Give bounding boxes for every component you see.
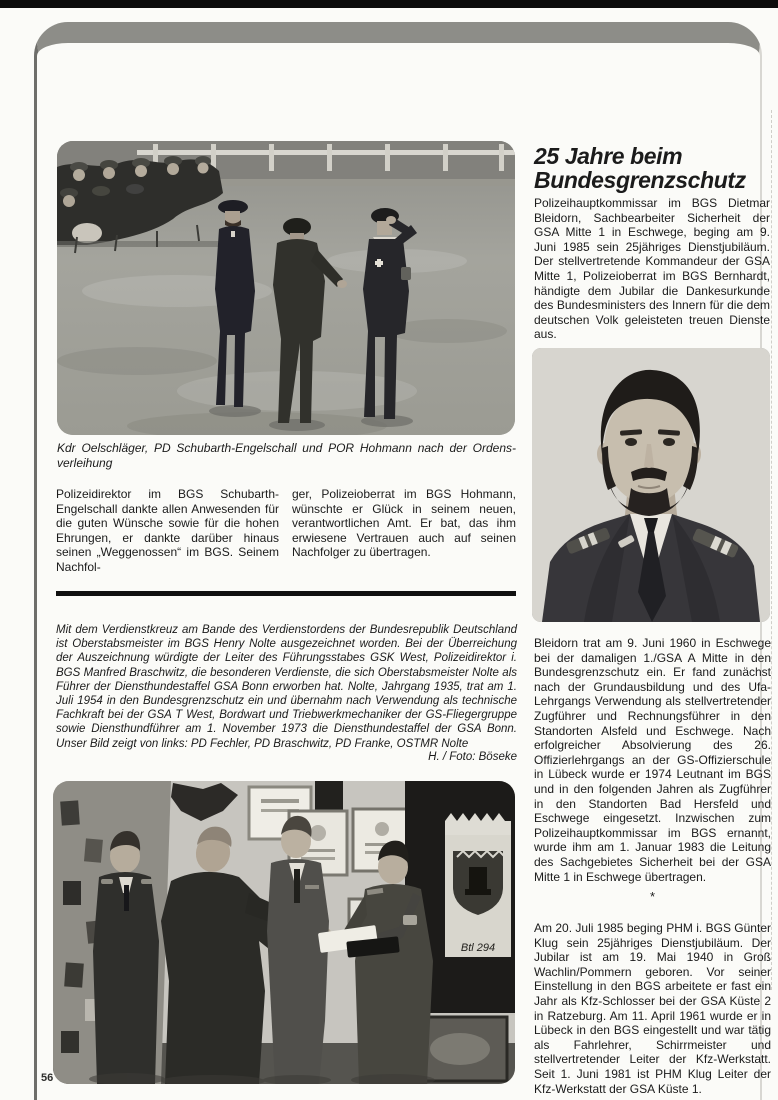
headline-line-2: Bundesgrenzschutz xyxy=(534,166,746,193)
asterisk-separator: * xyxy=(649,889,656,904)
portrait-illustration xyxy=(532,348,770,622)
bleidorn-paragraph-1: Polizeihauptkommissar im BGS Dietmar Bleidorn, Sachbearbeiter Sicherheit der GSA Mitte 1 in Eschwege, beging am 9. Juni 1985 sein 25jähriges Dienstjubiläum. Der stellvertretende Kommandeur der GSA Mitte 1, Polizeioberrat im BGS Bernhardt, händigte dem Jubilar die Dankesurkunde des Bundesministers des Innern für die dem deutschen Volk geleisteten treuen Dienste aus. xyxy=(534,196,770,342)
photo-credit: H. / Foto: Böseke xyxy=(428,750,517,763)
outdoor-ceremony-photo xyxy=(57,141,515,435)
article-column-right: ger, Polizeioberrat im BGS Hohmann, wünschte er Glück in seinem neuen, verantwortlichen Amt. Er bat, das ihm erwiesene Vertrauen auch auf seinen Nachfolger zu übertragen. xyxy=(292,487,516,560)
caption-line-1: Kdr Oelschläger, PD Schubarth-Engelschall und POR Hohmann nach der Ordens- xyxy=(57,441,516,455)
article-column-left: Polizeidirektor im BGS Schubarth-Engelschall dankte allen Anwesenden für die guten Wünsche sowie für die hohen Ehrungen, er dankte darüber hinaus seinen „Weggenossen“ im BGS. Seinem Nachfol- xyxy=(56,487,279,574)
bleidorn-portrait-photo xyxy=(532,348,770,622)
headline-line-1: 25 Jahre beim xyxy=(534,143,683,169)
scan-edge-bar xyxy=(0,0,778,8)
photo-caption xyxy=(57,441,516,471)
page-right-edge-line xyxy=(771,110,772,990)
nolte-award-article xyxy=(56,623,517,763)
banner-text: Btl 294 xyxy=(460,942,496,954)
caption-line-2: verleihung xyxy=(57,456,113,470)
nolte-article-text: Mit dem Verdienstkreuz am Bande des Verdienstordens der Bundesrepublik Deutschland ist Oberstabsmeister im BGS Henry Nolte ausgezeichnet worden. Bei der Überreichung der Auszeichnung würdigte der Leiter des Führungsstabes GSK West, Polizeidirektor i. BGS Manfred Braschwitz, die besonderen Verdienste, die sich Oberstabsmeister Nolte als Führer der Diensthundestaffel GSA Bonn erworben hat. Nolte, Jahrgang 1935, trat am 1. Juli 1954 in den Bundesgrenzschutz ein und übernahm nach Verwendung als technische Fachkraft bei der GSA T West, Bordwart und Triebwerkmechaniker der GS-Fliegergruppe sowie Diensthundführer am 1. November 1973 die Diensthundestaffel der GSA Bonn. Unser Bild zeigt von links: PD Fechler, PD Braschwitz, PD Franke, OSTMR Nolte xyxy=(56,624,517,750)
page-number: 56 xyxy=(41,1072,54,1084)
klug-paragraph: Am 20. Juli 1985 beging PHM i. BGS Günter Klug sein 25jähriges Dienstjubiläum. Der Jubilar ist am 19. Mai 1940 in Groß Wachlin/Pommern geboren. Vor seiner Einstellung in den BGS arbeitete er fast ein Jahr als Kfz-Schlosser bei der GSA Küste 2 in Ratzeburg. Am 11. April 1961 wurde er in Lübeck in den BGS eingestellt und war tätig als Fahrlehrer, Schirrmeister und stellvertretender Leiter der Kfz-Werkstatt. Seit 1. Juni 1981 ist PHM Klug Leiter der Kfz-Werkstatt der GSA Küste 1. xyxy=(534,921,771,1096)
outdoor-ceremony-illustration xyxy=(57,141,515,435)
indoor-ceremony-illustration xyxy=(53,781,515,1084)
section-divider-rule xyxy=(56,591,516,596)
bleidorn-paragraph-2: Bleidorn trat am 9. Juni 1960 in Eschwege bei der damaligen 1./GSA A Mitte in den Bundesgrenzschutz ein. Er fand zunächst nach der Grundausbildung und des Ufa-Lehrgangs Verwendung als stellvertretender Zugführer und Rechnungsführer in den Standorten Alsfeld und Eschwege. Nach erfolgreicher Absolvierung des 26. Offizierlehrgangs an der GS-Offizierschule in Lübeck wurde er 1974 Leutnant im BGS und in den folgenden Jahren als Zugführer in den Standorten Bad Hersfeld und Eschwege eingesetzt. Inzwischen zum Polizeihauptkommissar im BGS ernannt, wurde ihm am 1. Januar 1983 die Leitung des Sachgebietes Sicherheit bei der GSA Mitte 1 in Eschwege übertragen. xyxy=(534,636,771,884)
indoor-ceremony-photo xyxy=(53,781,515,1084)
article-headline xyxy=(534,145,774,192)
